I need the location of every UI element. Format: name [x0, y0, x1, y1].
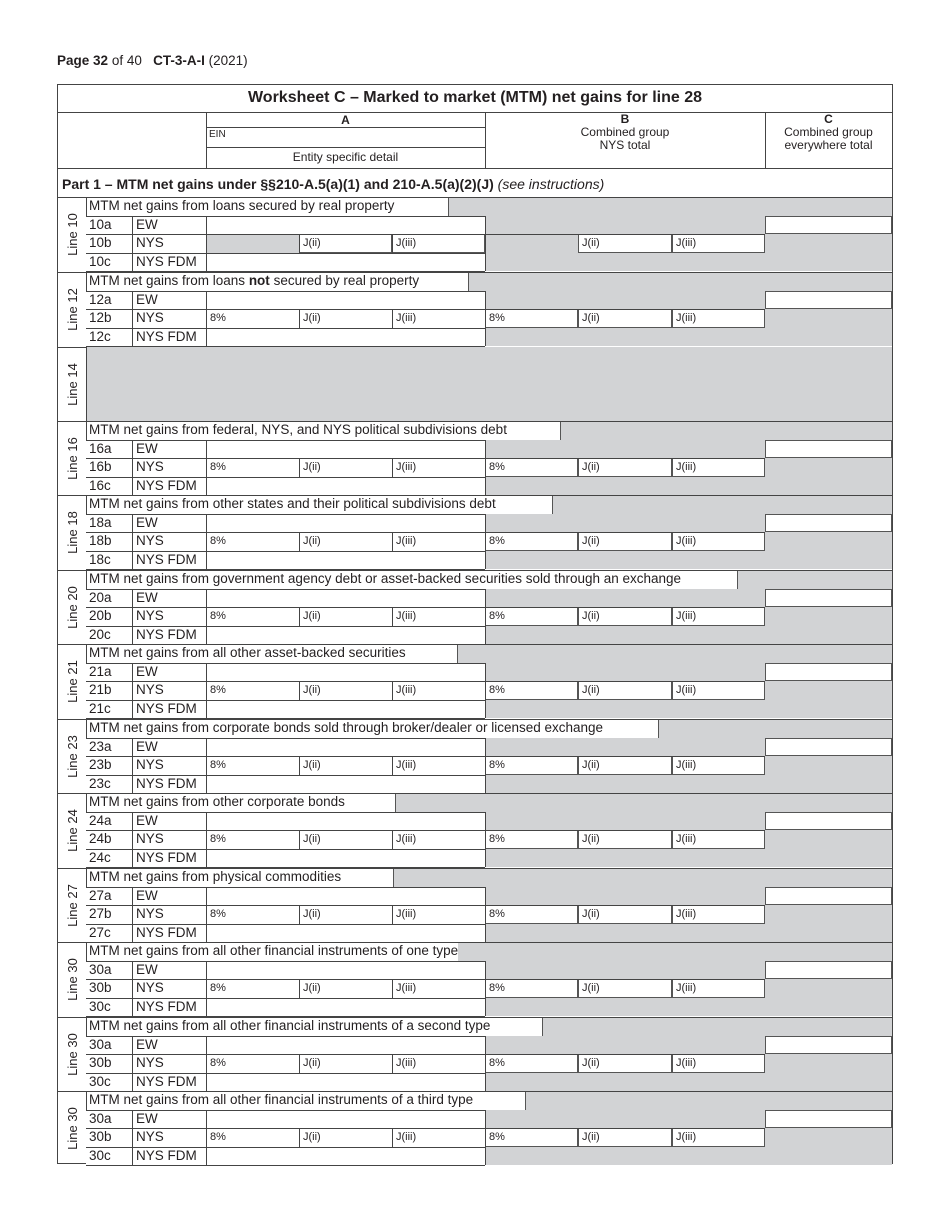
- section-8-row-24a-col-a[interactable]: [206, 812, 485, 831]
- section-5-row-20c-col-a[interactable]: [206, 626, 485, 645]
- section-6-row-21b-b-jiii-label: J(iii): [676, 684, 697, 697]
- section-5-row-20a-type: EW: [136, 589, 158, 605]
- section-9-row-27b-b-jiii-label: J(iii): [676, 908, 697, 921]
- section-10-description: MTM net gains from all other financial instruments of one type: [86, 942, 458, 961]
- section-8-row-24b-b-jiii-label: J(iii): [676, 833, 697, 846]
- section-3-line-label: Line 16: [64, 436, 80, 480]
- section-6-row-21b-a-jii-label: J(ii): [303, 684, 321, 697]
- section-12-row-30b-b-jiii-label: J(iii): [676, 1131, 697, 1144]
- section-4-row-18b-b-jiii-label: J(iii): [676, 535, 697, 548]
- section-4-row-18b-a-pct-label: 8%: [210, 535, 226, 548]
- section-11-row-30b-a-pct-label: 8%: [210, 1057, 226, 1070]
- section-3-row-16b-b-jiii-label: J(iii): [676, 461, 697, 474]
- section-4-row-18a-c-field[interactable]: [765, 514, 892, 533]
- section-2-row-12b-type: NYS: [136, 310, 164, 326]
- section-8-row-24b-a-pct-label: 8%: [210, 833, 226, 846]
- section-11-row-30b-col-a[interactable]: [206, 1054, 485, 1073]
- section-9-row-27b-a-pct-label: 8%: [210, 908, 226, 921]
- section-12-row-30b-a-pct-label: 8%: [210, 1131, 226, 1144]
- section-4-description: MTM net gains from other states and their political subdivisions debt: [86, 495, 553, 514]
- section-2-row-12c-col-a[interactable]: [206, 328, 485, 347]
- section-5-row-20a-col-a[interactable]: [206, 589, 485, 608]
- section-9-row-27c-type: NYS FDM: [136, 924, 197, 940]
- section-1-row-10a-col-a[interactable]: [206, 216, 485, 235]
- section-8-row-24c-code: 24c: [89, 849, 111, 865]
- section-7-row-23b-b-jiii-label: J(iii): [676, 759, 697, 772]
- section-9-row-27b-col-a[interactable]: [206, 905, 485, 924]
- section-12-row-30a-type: EW: [136, 1110, 158, 1126]
- section-10-row-30b-a-jii-label: J(ii): [303, 982, 321, 995]
- section-2-row-12b-b-pct-label: 8%: [489, 312, 505, 325]
- section-3-row-16b-b-pct-label: 8%: [489, 461, 505, 474]
- section-9-line-label: Line 27: [64, 883, 80, 927]
- section-6-row-21b-code: 21b: [89, 682, 112, 698]
- section-6-row-21b-col-a[interactable]: [206, 681, 485, 700]
- section-11-row-30a-c-field[interactable]: [765, 1036, 892, 1055]
- section-7-row-23a-code: 23a: [89, 738, 112, 754]
- section-10-row-30a-type: EW: [136, 961, 158, 977]
- section-1-row-10a-code: 10a: [89, 216, 112, 232]
- worksheet-c: [57, 84, 893, 1164]
- section-12-row-30b-b-jii-label: J(ii): [582, 1131, 600, 1144]
- section-8-row-24c-type: NYS FDM: [136, 849, 197, 865]
- section-4-row-18c-code: 18c: [89, 551, 111, 567]
- section-2-line-label: Line 12: [64, 287, 80, 331]
- section-3-row-16a-col-a[interactable]: [206, 440, 485, 459]
- section-11-row-30a-col-a[interactable]: [206, 1036, 485, 1055]
- section-12-row-30c-type: NYS FDM: [136, 1147, 197, 1163]
- section-11-row-30a-type: EW: [136, 1036, 158, 1052]
- section-3-row-16a-c-field[interactable]: [765, 440, 892, 459]
- section-9-row-27b-code: 27b: [89, 906, 112, 922]
- section-12-row-30b-col-a[interactable]: [206, 1128, 485, 1147]
- section-4-row-18b-col-a[interactable]: [206, 532, 485, 551]
- section-11-row-30a-code: 30a: [89, 1036, 112, 1052]
- section-12-row-30b-type: NYS: [136, 1129, 164, 1145]
- section-3-row-16c-type: NYS FDM: [136, 477, 197, 493]
- section-11-row-30c-code: 30c: [89, 1073, 111, 1089]
- section-7-row-23b-b-pct-label: 8%: [489, 759, 505, 772]
- section-1-line-label: Line 10: [64, 212, 80, 256]
- section-7-description: MTM net gains from corporate bonds sold through broker/dealer or licensed exchange: [86, 719, 659, 738]
- section-5-row-20a-c-field[interactable]: [765, 589, 892, 608]
- section-12-row-30b-a-jii-label: J(ii): [303, 1131, 321, 1144]
- section-4-row-18a-type: EW: [136, 514, 158, 530]
- section-9-row-27c-col-a[interactable]: [206, 924, 485, 943]
- section-4-row-18b-b-jii-label: J(ii): [582, 535, 600, 548]
- section-2-row-12b-b-jiii-label: J(iii): [676, 312, 697, 325]
- section-12-row-30c-code: 30c: [89, 1147, 111, 1163]
- section-2-row-12a-c-field[interactable]: [765, 291, 892, 310]
- section-1-row-10c-col-a[interactable]: [206, 253, 485, 272]
- section-3-row-16c-col-a[interactable]: [206, 477, 485, 496]
- section-6-row-21b-b-jii-label: J(ii): [582, 684, 600, 697]
- section-3-row-16b-a-jii-label: J(ii): [303, 461, 321, 474]
- section-5-row-20b-a-jiii-label: J(iii): [396, 610, 417, 623]
- page-number: 32: [93, 53, 109, 68]
- section-2-row-12a-col-a[interactable]: [206, 291, 485, 310]
- col-b-line2: NYS total: [599, 138, 651, 152]
- section-7-row-23c-col-a[interactable]: [206, 775, 485, 794]
- section-4-row-18b-type: NYS: [136, 533, 164, 549]
- section-10-row-30a-col-a[interactable]: [206, 961, 485, 980]
- section-5-row-20b-b-jii-label: J(ii): [582, 610, 600, 623]
- section-11-row-30b-b-jii-label: J(ii): [582, 1057, 600, 1070]
- section-6-row-21a-type: EW: [136, 663, 158, 679]
- section-10-row-30b-a-jiii-label: J(iii): [396, 982, 417, 995]
- col-c-header: [765, 113, 892, 152]
- section-7-row-23b-b-jii-label: J(ii): [582, 759, 600, 772]
- section-3-row-16b-type: NYS: [136, 459, 164, 475]
- section-6-row-21c-type: NYS FDM: [136, 700, 197, 716]
- section-4-row-18a-code: 18a: [89, 514, 112, 530]
- section-3-row-16a-type: EW: [136, 440, 158, 456]
- section-9-row-27a-c-field[interactable]: [765, 887, 892, 906]
- section-1-row-10b-code: 10b: [89, 235, 112, 251]
- section-10-row-30b-code: 30b: [89, 980, 112, 996]
- col-c-line2: everywhere total: [784, 138, 873, 152]
- section-4-row-18b-a-jii-label: J(ii): [303, 535, 321, 548]
- section-8-row-24b-code: 24b: [89, 831, 112, 847]
- section-8-row-24c-col-a[interactable]: [206, 849, 485, 868]
- section-7-row-23a-col-a[interactable]: [206, 738, 485, 757]
- section-2-row-12b-a-pct-label: 8%: [210, 312, 226, 325]
- section-6-line-label: Line 21: [64, 659, 80, 703]
- col-b-header: [485, 113, 765, 152]
- col-a-subtitle: Entity specific detail: [292, 150, 399, 164]
- section-8-row-24b-a-jiii-label: J(iii): [396, 833, 417, 846]
- section-9-row-27b-a-jiii-label: J(iii): [396, 908, 417, 921]
- section-3-row-16b-code: 16b: [89, 459, 112, 475]
- section-5-row-20b-a-pct-label: 8%: [210, 610, 226, 623]
- section-2-row-12b-a-jii-label: J(ii): [303, 312, 321, 325]
- section-10-row-30c-col-a[interactable]: [206, 998, 485, 1017]
- section-8-row-24a-type: EW: [136, 812, 158, 828]
- section-11-row-30b-a-jii-label: J(ii): [303, 1057, 321, 1070]
- section-7-line-label: Line 23: [64, 734, 80, 778]
- section-11-row-30c-col-a[interactable]: [206, 1073, 485, 1092]
- section-8-row-24a-c-field[interactable]: [765, 812, 892, 831]
- section-3-row-16b-a-jiii-label: J(iii): [396, 461, 417, 474]
- section-6-row-21b-a-pct-label: 8%: [210, 684, 226, 697]
- section-1-row-10a-type: EW: [136, 216, 158, 232]
- section-3-row-16b-col-a[interactable]: [206, 458, 485, 477]
- section-6-row-21b-a-jiii-label: J(iii): [396, 684, 417, 697]
- section-7-row-23b-type: NYS: [136, 757, 164, 773]
- section-1-row-10c-type: NYS FDM: [136, 253, 197, 269]
- section-6-description: MTM net gains from all other asset-backed securities: [86, 644, 458, 663]
- section-9-row-27b-type: NYS: [136, 906, 164, 922]
- col-c-line1: Combined group: [784, 125, 873, 139]
- section-9-row-27b-b-pct-label: 8%: [489, 908, 505, 921]
- section-11-row-30b-b-pct-label: 8%: [489, 1057, 505, 1070]
- section-12-row-30a-code: 30a: [89, 1110, 112, 1126]
- section-4-row-18a-col-a[interactable]: [206, 514, 485, 533]
- section-8-row-24b-b-jii-label: J(ii): [582, 833, 600, 846]
- section-7-row-23b-a-pct-label: 8%: [210, 759, 226, 772]
- line14-label: [58, 347, 86, 421]
- col-c-letter: C: [824, 112, 833, 126]
- section-11-row-30b-type: NYS: [136, 1055, 164, 1071]
- col-b-letter: B: [620, 112, 630, 126]
- section-8-row-24b-b-pct-label: 8%: [489, 833, 505, 846]
- section-6-row-21b-type: NYS: [136, 682, 164, 698]
- section-2-row-12b-code: 12b: [89, 310, 112, 326]
- line14-text: Line 14: [64, 362, 80, 406]
- section-9-description: MTM net gains from physical commodities: [86, 868, 394, 887]
- section-1-description: MTM net gains from loans secured by real property: [86, 197, 449, 216]
- part1-title: Part 1 – MTM net gains under §§210-A.5(a)(1) and 210-A.5(a)(2)(J): [62, 176, 494, 192]
- section-10-row-30b-b-jii-label: J(ii): [582, 982, 600, 995]
- line14-area: [86, 347, 892, 421]
- section-4-row-18c-type: NYS FDM: [136, 551, 197, 567]
- section-7-row-23b-col-a[interactable]: [206, 756, 485, 775]
- section-8-row-24a-code: 24a: [89, 812, 112, 828]
- page-header: [57, 53, 248, 68]
- section-5-row-20b-b-pct-label: 8%: [489, 610, 505, 623]
- section-8-row-24b-a-jii-label: J(ii): [303, 833, 321, 846]
- worksheet-title: Worksheet C – Marked to market (MTM) net gains for line 28: [247, 89, 703, 106]
- section-2-row-12b-a-jiii-label: J(iii): [396, 312, 417, 325]
- section-7-row-23c-type: NYS FDM: [136, 775, 197, 791]
- section-6-row-21a-code: 21a: [89, 663, 112, 679]
- section-11-row-30b-b-jiii-label: J(iii): [676, 1057, 697, 1070]
- section-7-row-23b-code: 23b: [89, 757, 112, 773]
- section-3-row-16c-code: 16c: [89, 477, 111, 493]
- col-a-letter: A: [341, 113, 350, 127]
- section-10-row-30b-b-jiii-label: J(iii): [676, 982, 697, 995]
- section-9-row-27b-b-jii-label: J(ii): [582, 908, 600, 921]
- section-12-description: MTM net gains from all other financial instruments of a third type: [86, 1091, 526, 1110]
- section-12-row-30c-col-a[interactable]: [206, 1147, 485, 1166]
- section-2-row-12b-b-jii-label: J(ii): [582, 312, 600, 325]
- section-2-description: MTM net gains from loans not secured by real property: [86, 272, 469, 291]
- section-6-row-21c-code: 21c: [89, 700, 111, 716]
- section-5-line-label: Line 20: [64, 585, 80, 629]
- part1-heading: [62, 176, 604, 192]
- section-7-row-23b-a-jii-label: J(ii): [303, 759, 321, 772]
- section-1-row-10b-a-jiii-label: J(iii): [396, 237, 417, 250]
- section-2-row-12a-code: 12a: [89, 291, 112, 307]
- section-10-row-30b-b-pct-label: 8%: [489, 982, 505, 995]
- section-7-row-23b-a-jiii-label: J(iii): [396, 759, 417, 772]
- section-10-row-30c-type: NYS FDM: [136, 998, 197, 1014]
- section-10-row-30a-code: 30a: [89, 961, 112, 977]
- section-3-row-16b-b-jii-label: J(ii): [582, 461, 600, 474]
- section-6-row-21a-c-field[interactable]: [765, 663, 892, 682]
- section-12-row-30a-col-a[interactable]: [206, 1110, 485, 1129]
- section-7-row-23a-c-field[interactable]: [765, 738, 892, 757]
- section-5-row-20b-b-jiii-label: J(iii): [676, 610, 697, 623]
- section-2-row-12b-col-a[interactable]: [206, 309, 485, 328]
- section-12-row-30b-a-jiii-label: J(iii): [396, 1131, 417, 1144]
- section-8-row-24b-type: NYS: [136, 831, 164, 847]
- section-10-row-30b-col-a[interactable]: [206, 979, 485, 998]
- section-9-row-27a-col-a[interactable]: [206, 887, 485, 906]
- section-3-description: MTM net gains from federal, NYS, and NYS political subdivisions debt: [86, 421, 561, 440]
- section-9-row-27a-code: 27a: [89, 887, 112, 903]
- section-5-row-20c-type: NYS FDM: [136, 626, 197, 642]
- section-7-row-23a-type: EW: [136, 738, 158, 754]
- section-4-line-label: Line 18: [64, 510, 80, 554]
- col-b-line1: Combined group: [580, 125, 670, 139]
- section-2-row-12c-code: 12c: [89, 328, 111, 344]
- section-9-row-27c-code: 27c: [89, 924, 111, 940]
- section-10-row-30a-c-field[interactable]: [765, 961, 892, 980]
- section-11-description: MTM net gains from all other financial instruments of a second type: [86, 1017, 543, 1036]
- form-id: CT-3-A-I: [153, 53, 205, 68]
- section-10-line-label: Line 30: [64, 957, 80, 1001]
- section-9-row-27b-a-jii-label: J(ii): [303, 908, 321, 921]
- section-12-row-30b-code: 30b: [89, 1129, 112, 1145]
- section-11-row-30b-code: 30b: [89, 1055, 112, 1071]
- section-1-row-10c-code: 10c: [89, 253, 111, 269]
- section-4-row-18c-col-a[interactable]: [206, 551, 485, 570]
- section-1-row-10b-b-jiii-label: J(iii): [676, 237, 697, 250]
- section-5-row-20c-code: 20c: [89, 626, 111, 642]
- page-of: of 40: [111, 53, 142, 68]
- section-6-row-21a-col-a[interactable]: [206, 663, 485, 682]
- section-6-row-21c-col-a[interactable]: [206, 700, 485, 719]
- section-11-row-30c-type: NYS FDM: [136, 1073, 197, 1089]
- section-10-row-30c-code: 30c: [89, 998, 111, 1014]
- section-12-line-label: Line 30: [64, 1106, 80, 1150]
- section-4-row-18b-b-pct-label: 8%: [489, 535, 505, 548]
- section-11-row-30b-a-jiii-label: J(iii): [396, 1057, 417, 1070]
- section-8-row-24b-col-a[interactable]: [206, 830, 485, 849]
- section-12-row-30a-c-field[interactable]: [765, 1110, 892, 1129]
- section-2-row-12c-type: NYS FDM: [136, 328, 197, 344]
- section-5-row-20b-code: 20b: [89, 608, 112, 624]
- section-5-description: MTM net gains from government agency debt or asset-backed securities sold through an exchange: [86, 570, 738, 589]
- section-5-row-20a-code: 20a: [89, 589, 112, 605]
- section-6-row-21b-b-pct-label: 8%: [489, 684, 505, 697]
- section-9-row-27a-type: EW: [136, 887, 158, 903]
- section-3-row-16b-a-pct-label: 8%: [210, 461, 226, 474]
- section-2-row-12a-type: EW: [136, 291, 158, 307]
- section-5-row-20b-a-jii-label: J(ii): [303, 610, 321, 623]
- section-8-description: MTM net gains from other corporate bonds: [86, 793, 396, 812]
- section-5-row-20b-col-a[interactable]: [206, 607, 485, 626]
- section-1-row-10b-a-jii-label: J(ii): [303, 237, 321, 250]
- section-10-row-30b-type: NYS: [136, 980, 164, 996]
- section-12-row-30b-b-pct-label: 8%: [489, 1131, 505, 1144]
- section-1-row-10b-b-jii-label: J(ii): [582, 237, 600, 250]
- section-4-row-18b-a-jiii-label: J(iii): [396, 535, 417, 548]
- section-5-row-20b-type: NYS: [136, 608, 164, 624]
- page-label: Page: [57, 53, 90, 68]
- section-4-row-18b-code: 18b: [89, 533, 112, 549]
- section-11-line-label: Line 30: [64, 1032, 80, 1076]
- section-1-row-10b-type: NYS: [136, 235, 164, 251]
- section-3-row-16a-code: 16a: [89, 440, 112, 456]
- section-10-row-30b-a-pct-label: 8%: [210, 982, 226, 995]
- section-7-row-23c-code: 23c: [89, 775, 111, 791]
- section-1-row-10a-c-field[interactable]: [765, 216, 892, 235]
- ein-label: EIN: [209, 129, 226, 140]
- part1-note: (see instructions): [497, 176, 605, 192]
- form-year: (2021): [208, 53, 248, 68]
- section-8-line-label: Line 24: [64, 808, 80, 852]
